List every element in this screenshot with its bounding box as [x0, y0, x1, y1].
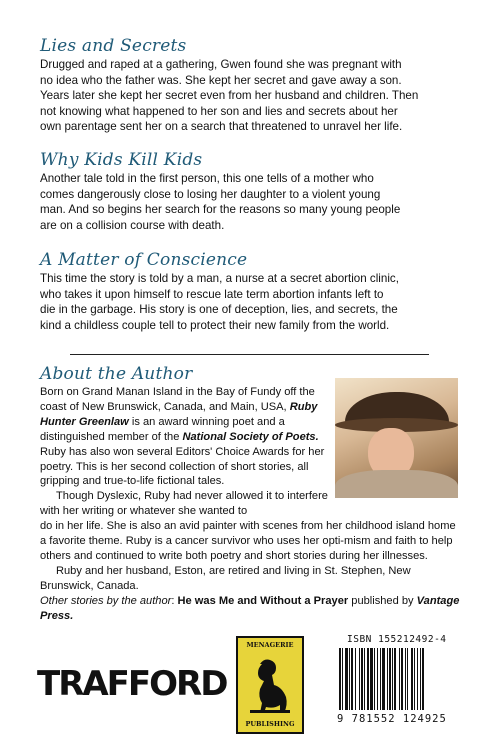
barcode-bar — [405, 648, 406, 710]
text-line: kind a childless couple tell to protect their new family from the world. — [40, 318, 390, 332]
barcode-bar — [389, 648, 391, 710]
barcode-bar — [417, 648, 418, 710]
barcode-bar — [382, 648, 385, 710]
barcode-bar — [374, 648, 375, 710]
section-title-lies-and-secrets: Lies and Secrets — [40, 36, 187, 56]
bio-paragraph-2a: Though Dyslexic, Ruby had never allowed it to interfere with her writing or whatever she wanted to — [40, 490, 328, 518]
bio-paragraph-3: Ruby and her husband, Eston, are retired and living in St. Stephen, New Brunswick, Canada. — [40, 564, 411, 592]
barcode-bar — [394, 648, 396, 710]
barcode-bar — [380, 648, 381, 710]
other-stories-titles: He was Me and Without a Prayer — [177, 594, 349, 607]
text-line: Years later she kept her secret even from her husband and children. Then — [40, 89, 419, 102]
other-stories-label: Other stories by the author — [40, 594, 172, 607]
text-line: comes dangerously close to losing her daughter to a violent young — [40, 187, 381, 201]
barcode-bar — [345, 648, 348, 710]
section-body-why-kids-kill-kids — [40, 171, 460, 233]
barcode-bar — [349, 648, 350, 710]
bio-paragraph-1 — [40, 385, 332, 489]
section-body-a-matter-of-conscience — [40, 271, 460, 333]
text-line: are on a collision course with death. — [40, 218, 225, 232]
dog-icon — [246, 654, 294, 718]
bio-text: Born on Grand Manan Island in the Bay of Fundy off the coast of New Brunswick, Canada, and Main, USA, — [40, 386, 315, 413]
text-line: This time the story is told by a man, a nurse at a secret abortion clinic, — [40, 272, 399, 285]
section-body-lies-and-secrets — [40, 57, 460, 135]
barcode-bar — [407, 648, 408, 710]
bio-paragraph-2b: do in her life. She is also an avid painter with scenes from her childhood island home a favorite theme. Ruby is a cancer survivor who uses her opti-mism and faith to help others and continued to write both poetry and short stories during her illnesses. — [40, 520, 456, 562]
text-line: Another tale told in the first person, this one tells of a mother who — [40, 172, 374, 185]
menagerie-publishing-logo — [236, 636, 304, 734]
published-by-text: published by — [348, 594, 417, 607]
text-line: own parentage sent her on a search that threatened to unravel her life. — [40, 120, 403, 133]
barcode-bar — [422, 648, 424, 710]
section-title-why-kids-kill-kids: Why Kids Kill Kids — [40, 150, 203, 170]
barcode-bar — [387, 648, 388, 710]
trafford-logo: TRAFFORD — [37, 664, 227, 704]
barcode-bar — [342, 648, 343, 710]
text-line: not knowing what happened to her son and lies and secrets about her — [40, 104, 398, 118]
author-bio — [40, 385, 460, 624]
text-line: no idea who the father was. She kept her secret and gave away a son. — [40, 73, 402, 87]
barcode-bar — [339, 648, 341, 710]
barcode-bar — [420, 648, 421, 710]
barcode-number: 9 781552 124925 — [337, 713, 447, 725]
author-name: Ruby Hunter Greenlaw — [40, 400, 318, 428]
text-line: man. And so begins her search for the reasons so many young people — [40, 203, 401, 216]
barcode-bar — [351, 648, 353, 710]
menagerie-bottom-text: PUBLISHING — [245, 720, 295, 728]
barcode-bar — [359, 648, 360, 710]
bio-text: Ruby has also won several Editors' Choice Awards for her poetry. This is her second collection of short stories, all gripping and true-to-life fictional tales. — [40, 445, 325, 488]
text-line: die in the garbage. His story is one of deception, lies, and secrets, the — [40, 303, 398, 316]
barcode-bar — [377, 648, 378, 710]
barcode-bar — [411, 648, 413, 710]
other-stories: Other stories by the author: He was Me and Without a Prayer published by Vantage Press. — [40, 594, 460, 622]
barcode-bar — [399, 648, 400, 710]
barcode-image — [337, 648, 466, 710]
barcode-bar — [361, 648, 363, 710]
barcode-bar — [414, 648, 415, 710]
barcode-bar — [355, 648, 356, 710]
barcode-bar — [401, 648, 403, 710]
divider — [70, 354, 429, 355]
about-author-title: About the Author — [40, 364, 193, 384]
isbn-label: ISBN 155212492-4 — [347, 634, 447, 645]
society-name: National Society of Poets. — [182, 430, 319, 443]
barcode-bar — [367, 648, 369, 710]
text-line: Drugged and raped at a gathering, Gwen found she was pregnant with — [40, 58, 402, 71]
menagerie-top-text: MENAGERIE — [246, 641, 294, 649]
barcode-bar — [392, 648, 393, 710]
text-line: who takes it upon himself to rescue late term abortion infants left to — [40, 287, 384, 301]
section-title-a-matter-of-conscience: A Matter of Conscience — [40, 250, 248, 270]
bio-text: is an award winning poet and a distinguished member of the — [40, 415, 285, 443]
barcode-bar — [364, 648, 365, 710]
press-name: Vantage Press. — [40, 594, 460, 622]
barcode-bar — [370, 648, 373, 710]
